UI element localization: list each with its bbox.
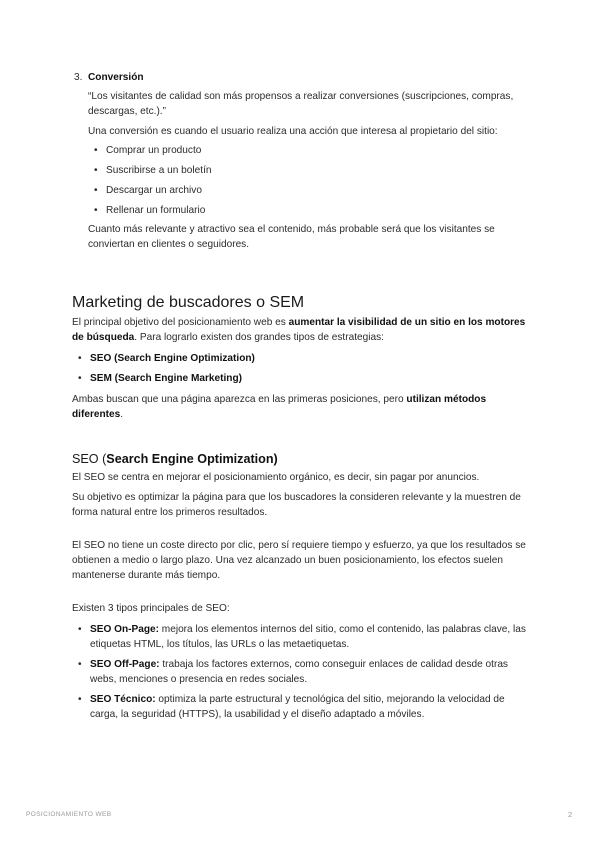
list-item-title: Conversión <box>88 72 144 83</box>
list-item: • SEO (Search Engine Optimization) <box>78 353 255 364</box>
seo-types-list <box>72 622 528 722</box>
bullet-icon: • <box>78 373 82 384</box>
footer-document-title: POSICIONAMIENTO WEB <box>26 811 112 818</box>
list-item: • SEO On-Page: mejora los elementos internos del sitio, como el contenido, las palabras clave, las etiquetas HTML, los títulos, las URLs o las metaetiquetas. <box>78 624 526 650</box>
ordered-list-item-conversion <box>74 70 528 252</box>
conversion-conclusion: Cuanto más relevante y atractivo sea el contenido, más probable será que los visitantes se conviertan en clientes o seguidores. <box>88 224 495 250</box>
strategy-list <box>72 351 528 386</box>
sem-intro-paragraph: El principal objetivo del posicionamiento web es aumentar la visibilidad de un sitio en los motores de búsqueda. Para lograrlo existen dos grandes tipos de estrategias: <box>72 317 526 343</box>
seo-types-intro: Existen 3 tipos principales de SEO: <box>72 603 230 614</box>
list-item: • Descargar un archivo <box>94 185 202 196</box>
sem-heading: Marketing de buscadores o SEM <box>72 294 305 311</box>
bullet-icon: • <box>78 659 82 670</box>
list-item: • SEO Técnico: optimiza la parte estructural y tecnológica del sitio, mejorando la velocidad de carga, la seguridad (HTTPS), la usabilidad y el diseño adaptado a móviles. <box>78 694 505 720</box>
bullet-icon: • <box>78 624 82 635</box>
quote-paragraph: “Los visitantes de calidad son más propensos a realizar conversiones (suscripciones, compras, descargas, etc.).” <box>88 91 514 117</box>
list-number: 3. <box>74 72 83 83</box>
list-item: • SEO Off-Page: trabaja los factores externos, como conseguir enlaces de calidad desde otras webs, menciones o presencia en redes sociales. <box>78 659 508 685</box>
bullet-icon: • <box>94 145 98 156</box>
bullet-icon: • <box>94 185 98 196</box>
strategies-comparison: Ambas buscan que una página aparezca en las primeras posiciones, pero utilizan métodos diferentes. <box>72 394 487 420</box>
seo-paragraph-1: El SEO se centra en mejorar el posicionamiento orgánico, es decir, sin pagar por anuncios. <box>72 472 480 483</box>
bullet-icon: • <box>94 165 98 176</box>
page-content <box>72 70 528 722</box>
bullet-icon: • <box>94 205 98 216</box>
list-item: • Rellenar un formulario <box>94 205 206 216</box>
bullet-icon: • <box>78 353 82 364</box>
conversion-definition: Una conversión es cuando el usuario realiza una acción que interesa al propietario del sitio: <box>88 126 498 137</box>
seo-paragraph-3: El SEO no tiene un coste directo por clic, pero sí requiere tiempo y esfuerzo, ya que los resultados se obtienen a medio o largo plazo. Una vez alcanzado un buen posicionamiento, los efectos suelen mantenerse durante más tiempo. <box>72 540 526 581</box>
seo-heading: SEO (Search Engine Optimization) <box>72 452 278 466</box>
conversion-action-list <box>88 143 528 218</box>
seo-paragraph-2: Su objetivo es optimizar la página para que los buscadores la consideren relevante y la muestren de forma natural entre los primeros resultados. <box>72 492 521 518</box>
page-number: 2 <box>568 810 573 819</box>
list-item: • Suscribirse a un boletín <box>94 165 212 176</box>
list-item: • SEM (Search Engine Marketing) <box>78 373 242 384</box>
list-item: • Comprar un producto <box>94 145 202 156</box>
bullet-icon: • <box>78 694 82 705</box>
